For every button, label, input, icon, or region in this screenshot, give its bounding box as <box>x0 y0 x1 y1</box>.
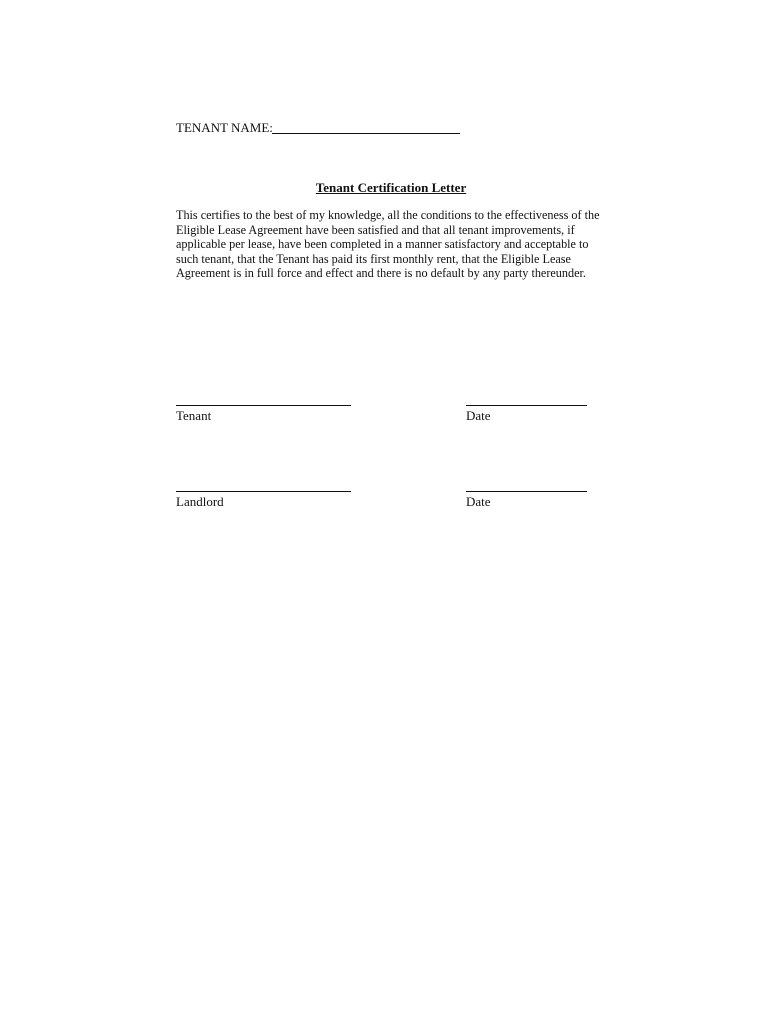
tenant-signature-label: Tenant <box>176 408 212 423</box>
letter-body-line: Agreement is in full force and effect and there is no default by any party thereunder. <box>176 266 586 281</box>
landlord-date-label: Date <box>466 494 491 509</box>
letter-body-line: such tenant, that the Tenant has paid its first monthly rent, that the Eligible Lease <box>176 251 571 266</box>
letter-body <box>176 208 606 281</box>
letter-body-line: This certifies to the best of my knowledge, all the conditions to the effectiveness of the <box>176 208 600 222</box>
tenant-name-field-line[interactable] <box>272 133 460 134</box>
tenant-name-label: TENANT NAME: <box>176 120 273 135</box>
letter-body-line: Eligible Lease Agreement have been satisfied and that all tenant improvements, if <box>176 222 575 237</box>
tenant-date-label: Date <box>466 408 491 423</box>
landlord-date-line[interactable] <box>466 491 587 492</box>
tenant-date-line[interactable] <box>466 405 587 406</box>
tenant-signature-line[interactable] <box>176 405 351 406</box>
letter-body-line: applicable per lease, have been completed in a manner satisfactory and acceptable to <box>176 237 589 252</box>
landlord-signature-label: Landlord <box>176 494 224 509</box>
landlord-signature-line[interactable] <box>176 491 351 492</box>
letter-title: Tenant Certification Letter <box>315 180 467 195</box>
